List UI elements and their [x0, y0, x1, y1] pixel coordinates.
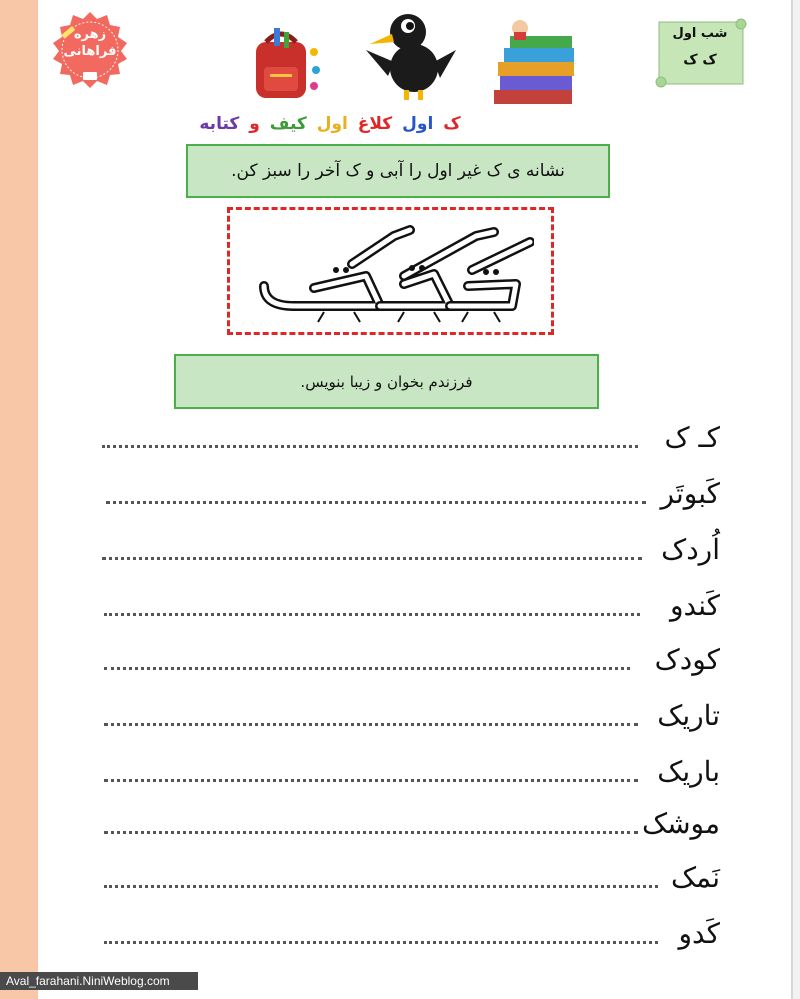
- instruction-color-text: نشانه ی ک غیر اول را آبی و ک آخر را سبز کن.: [231, 161, 565, 181]
- writing-line[interactable]: [104, 941, 658, 944]
- lesson-letters: ک ک: [683, 52, 717, 68]
- book-stack-icon: [480, 18, 584, 108]
- instruction-color-box: [186, 144, 610, 198]
- title-word: و: [249, 114, 260, 134]
- right-edge: [793, 0, 800, 999]
- colored-title-line: [160, 114, 500, 134]
- writing-line[interactable]: [104, 667, 630, 670]
- practice-word: کودک: [654, 643, 720, 676]
- practice-row: [100, 530, 720, 570]
- practice-row: [100, 640, 720, 680]
- title-word: کتابه: [199, 114, 240, 134]
- practice-row: [100, 914, 720, 954]
- instruction-write-text: فرزندم بخوان و زیبا بنویس.: [300, 372, 473, 391]
- writing-line[interactable]: [106, 501, 646, 504]
- practice-row: [100, 418, 720, 458]
- practice-row: [100, 696, 720, 736]
- practice-word: اُردک: [661, 533, 720, 566]
- practice-word: کَندو: [670, 589, 720, 622]
- title-word: اول: [402, 114, 434, 134]
- author-name: زهره فراهانی: [63, 27, 117, 59]
- practice-row: [100, 586, 720, 626]
- practice-word: کَبوتَر: [660, 477, 720, 510]
- practice-word: نَمک: [670, 861, 720, 894]
- writing-line[interactable]: [102, 445, 638, 448]
- practice-row: [100, 858, 720, 898]
- practice-word: موشک: [642, 807, 720, 840]
- practice-word: کـ ک: [664, 421, 720, 454]
- title-word: کلاغ: [357, 114, 393, 134]
- instruction-write-box: [174, 354, 599, 409]
- letter-illustration-frame: [227, 207, 554, 335]
- practice-word: تاریک: [657, 699, 720, 732]
- title-word: کیف: [269, 114, 307, 134]
- left-color-strip: [0, 0, 38, 999]
- writing-line[interactable]: [102, 557, 642, 560]
- practice-row: [100, 474, 720, 514]
- watermark: Aval_farahani.NiniWeblog.com: [0, 972, 198, 990]
- practice-row: [100, 804, 720, 844]
- writing-line[interactable]: [104, 613, 640, 616]
- practice-row: [100, 752, 720, 792]
- practice-word: کَدو: [678, 917, 720, 950]
- title-word: اول: [316, 114, 348, 134]
- kaf-letters-illustration: [254, 214, 534, 328]
- writing-line[interactable]: [104, 831, 638, 834]
- writing-line[interactable]: [104, 779, 638, 782]
- crow-icon: [358, 6, 458, 104]
- backpack-icon: [244, 22, 324, 102]
- writing-line[interactable]: [104, 885, 658, 888]
- writing-line[interactable]: [104, 723, 638, 726]
- lesson-title: شب اول: [672, 26, 728, 41]
- practice-word: باریک: [657, 755, 720, 788]
- title-word: ک: [443, 114, 461, 134]
